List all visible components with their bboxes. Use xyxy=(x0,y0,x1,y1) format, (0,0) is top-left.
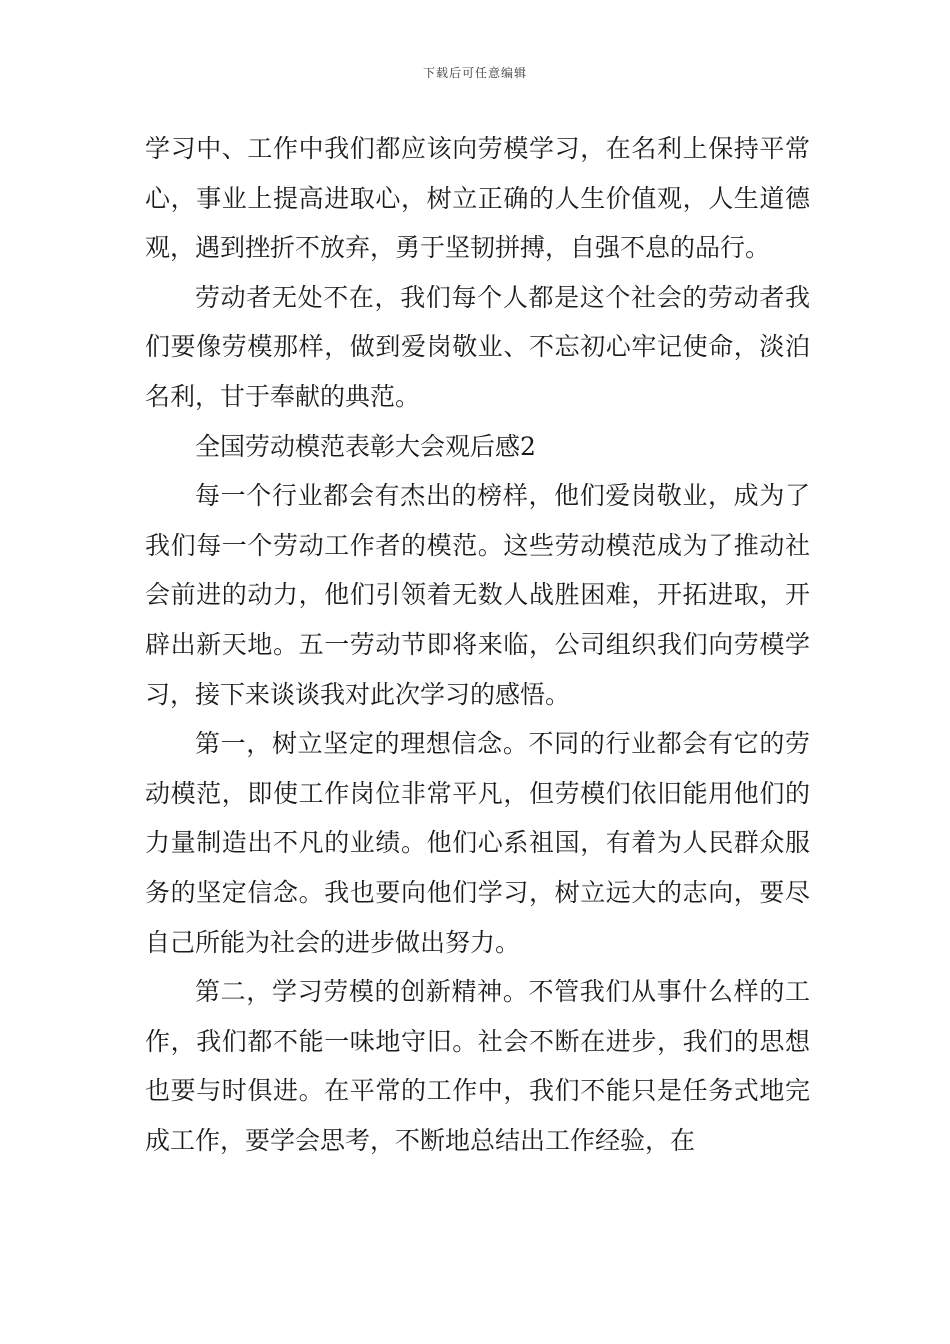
header-note: 下载后可任意编辑 xyxy=(422,66,527,80)
section-title: 全国劳动模范表彰大会观后感2 xyxy=(195,431,536,461)
document-body xyxy=(145,124,810,1165)
paragraph: 每一个行业都会有杰出的榜样，他们爱岗敬业，成为了我们每一个劳动工作者的模范。这些劳动模范成为了推动社会前进的动力，他们引领着无数人战胜困难，开拓进取，开辟出新天地。五一劳动节即将来临，公司组织我们向劳模学习，接下来谈谈我对此次学习的感悟。 xyxy=(145,481,810,709)
paragraph: 第二，学习劳模的创新精神。不管我们从事什么样的工作，我们都不能一味地守旧。社会不断在进步，我们的思想也要与时俱进。在平常的工作中，我们不能只是任务式地完成工作，要学会思考，不断地总结出工作经验，在 xyxy=(145,977,810,1155)
paragraph: 第一，树立坚定的理想信念。不同的行业都会有它的劳动模范，即使工作岗位非常平凡，但劳模们依旧能用他们的力量制造出不凡的业绩。他们心系祖国，有着为人民群众服务的坚定信念。我也要向他们学习，树立远大的志向，要尽自己所能为社会的进步做出努力。 xyxy=(145,729,810,957)
paragraph: 劳动者无处不在，我们每个人都是这个社会的劳动者我们要像劳模那样，做到爱岗敬业、不忘初心牢记使命，淡泊名利，甘于奉献的典范。 xyxy=(145,282,810,411)
paragraph-continued: 学习中、工作中我们都应该向劳模学习，在名利上保持平常心，事业上提高进取心，树立正确的人生价值观，人生道德观，遇到挫折不放弃，勇于坚韧拼搏，自强不息的品行。 xyxy=(145,134,810,263)
